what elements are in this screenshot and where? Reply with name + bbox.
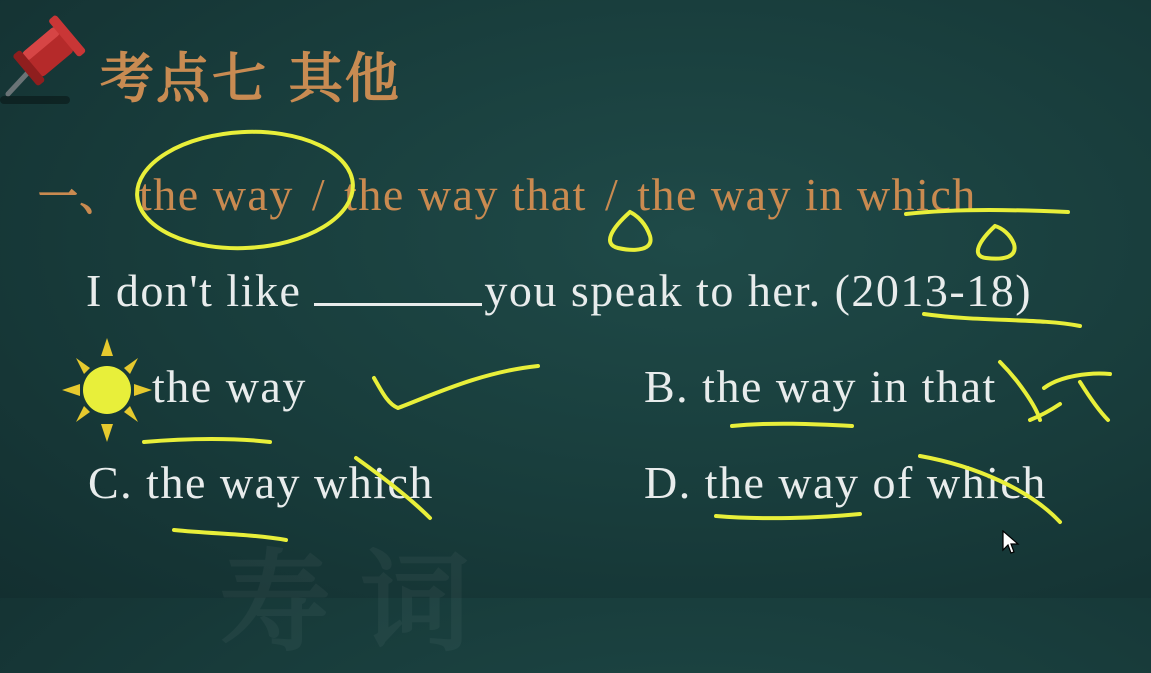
checkmark: [374, 366, 538, 408]
pushpin-icon: [0, 14, 86, 104]
cross-mark: [1044, 374, 1110, 388]
cross-mark: [1080, 382, 1108, 420]
answer-blank: [314, 269, 482, 306]
question-source: (2013-18): [834, 265, 1033, 316]
underline-option-a: [144, 439, 270, 442]
separator: /: [311, 169, 327, 220]
sun-icon: [62, 338, 152, 442]
question-end: you speak to her.: [484, 265, 822, 316]
title-underline-shadow: [0, 96, 70, 104]
phrase-the-way-in-which: the way in which: [637, 169, 977, 220]
option-b: B. the way in that: [644, 361, 997, 412]
cross-mark: [1000, 362, 1040, 420]
watermark-logo: [220, 515, 500, 673]
topic-heading: [38, 165, 977, 222]
heading-prefix: 一、: [38, 174, 121, 220]
mouse-cursor-icon: [1002, 530, 1020, 556]
page-title: 考点七 其他: [100, 47, 401, 110]
option-d: D. the way of which: [644, 457, 1047, 508]
question-sentence: [86, 264, 1032, 317]
phrase-the-way-that: the way that: [344, 169, 587, 220]
phrase-the-way: the way: [139, 169, 294, 220]
underline-option-d: [716, 514, 860, 518]
option-c: C. the way which: [88, 457, 434, 508]
cross-mark: [1030, 404, 1060, 420]
separator: /: [604, 169, 620, 220]
underline-option-b: [732, 424, 852, 426]
triangle-mark: [978, 226, 1015, 259]
question-start: I don't like: [86, 265, 302, 316]
option-a: the way: [152, 361, 307, 412]
